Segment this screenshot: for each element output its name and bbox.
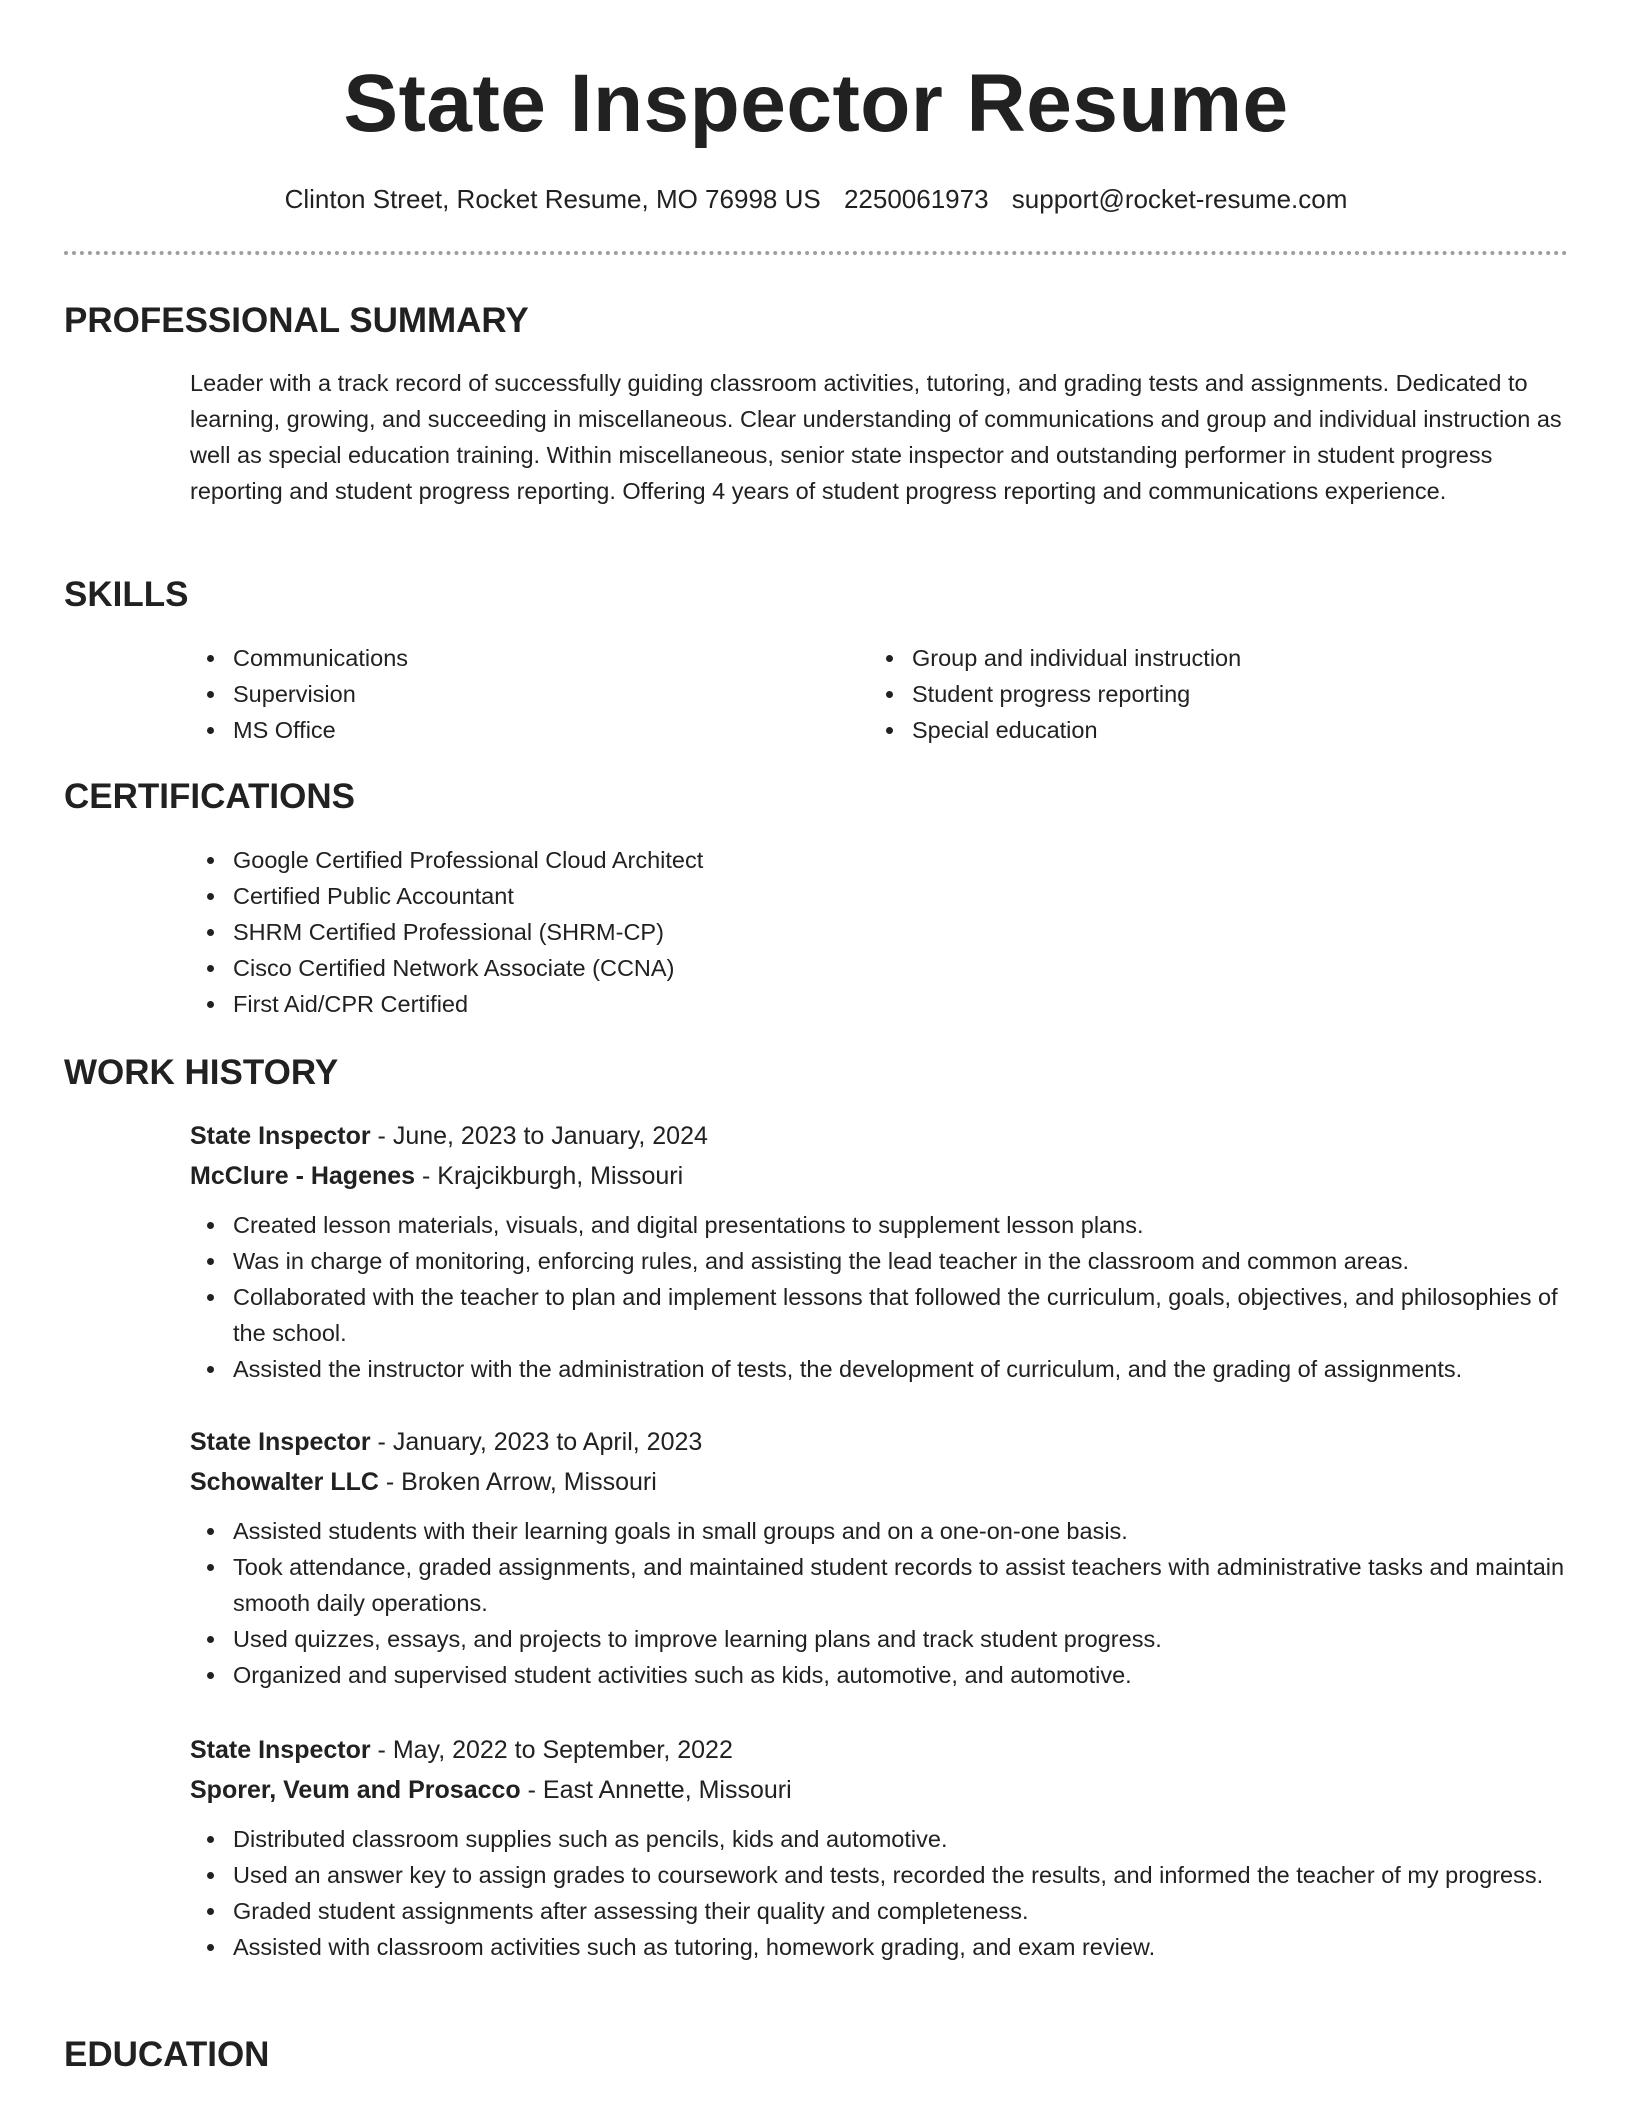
job-title: State Inspector	[190, 1122, 371, 1150]
job-bullet: Was in charge of monitoring, enforcing rules, and assisting the lead teacher in the classroom and common areas.	[190, 1243, 1568, 1279]
certification-item: Cisco Certified Network Associate (CCNA)	[190, 950, 1390, 986]
job-bullet: Created lesson materials, visuals, and digital presentations to supplement lesson plans.	[190, 1207, 1568, 1243]
resume-title: State Inspector Resume	[343, 58, 1289, 149]
job-company: Sporer, Veum and Prosacco	[190, 1776, 521, 1804]
job-bullet: Collaborated with the teacher to plan and implement lessons that followed the curriculum, goals, objectives, and philosophies of the school.	[190, 1279, 1568, 1351]
job-bullet: Organized and supervised student activities such as kids, automotive, and automotive.	[190, 1657, 1568, 1693]
job-company-line	[190, 1462, 1568, 1502]
job-entry	[190, 1422, 1568, 1693]
job-location: - Krajcikburgh, Missouri	[415, 1162, 684, 1190]
job-title: State Inspector	[190, 1736, 371, 1764]
skill-item: Student progress reporting	[869, 676, 1549, 712]
certification-item: First Aid/CPR Certified	[190, 986, 1390, 1022]
certification-item: SHRM Certified Professional (SHRM-CP)	[190, 914, 1390, 950]
job-dates: - January, 2023 to April, 2023	[370, 1428, 703, 1456]
job-location: - East Annette, Missouri	[520, 1776, 792, 1804]
job-bullet: Assisted the instructor with the administration of tests, the development of curriculum, and the grading of assignments.	[190, 1351, 1568, 1387]
summary-heading: PROFESSIONAL SUMMARY	[64, 301, 529, 340]
contact-address: Clinton Street, Rocket Resume, MO 76998 US	[284, 184, 821, 214]
job-dates: - May, 2022 to September, 2022	[370, 1736, 733, 1764]
contact-line	[0, 182, 1632, 216]
skills-heading: SKILLS	[64, 575, 189, 614]
job-bullet: Distributed classroom supplies such as pencils, kids and automotive.	[190, 1821, 1568, 1857]
job-bullets	[190, 1513, 1568, 1693]
certification-item: Certified Public Accountant	[190, 878, 1390, 914]
header-divider	[64, 251, 1568, 255]
job-bullet: Graded student assignments after assessing their quality and completeness.	[190, 1893, 1568, 1929]
job-company: McClure - Hagenes	[190, 1162, 416, 1190]
job-title-line	[190, 1422, 1568, 1462]
skill-item: Communications	[190, 640, 790, 676]
job-bullet: Assisted with classroom activities such as tutoring, homework grading, and exam review.	[190, 1929, 1568, 1965]
job-bullet: Took attendance, graded assignments, and maintained student records to assist teachers with administrative tasks and maintain smooth daily operations.	[190, 1549, 1568, 1621]
job-location: - Broken Arrow, Missouri	[378, 1468, 657, 1496]
job-entry	[190, 1730, 1568, 1965]
job-entry	[190, 1116, 1568, 1387]
job-title-line	[190, 1730, 1568, 1770]
certifications-list	[190, 842, 1390, 1022]
skill-item: Group and individual instruction	[869, 640, 1549, 676]
skills-list-right	[869, 640, 1549, 748]
skill-item: Supervision	[190, 676, 790, 712]
job-company-line	[190, 1770, 1568, 1810]
job-title-line	[190, 1116, 1568, 1156]
job-dates: - June, 2023 to January, 2024	[370, 1122, 708, 1150]
skill-item: Special education	[869, 712, 1549, 748]
summary-text: Leader with a track record of successfully guiding classroom activities, tutoring, and grading tests and assignments. Dedicated to learning, growing, and succeeding in miscellaneous. Clear understanding of communications and group and individual instruction as well as special education training. Within miscellaneous, senior state inspector and outstanding performer in student progress reporting and student progress reporting. Offering 4 years of student progress reporting and communications experience.	[190, 370, 1562, 504]
job-title: State Inspector	[190, 1428, 371, 1456]
skill-item: MS Office	[190, 712, 790, 748]
contact-email: support@rocket-resume.com	[1011, 184, 1348, 214]
skills-list-left	[190, 640, 790, 748]
job-company: Schowalter LLC	[190, 1468, 379, 1496]
job-bullets	[190, 1821, 1568, 1965]
job-bullets	[190, 1207, 1568, 1387]
work-history-heading: WORK HISTORY	[64, 1053, 339, 1092]
education-heading: EDUCATION	[64, 2035, 270, 2074]
job-bullet: Used an answer key to assign grades to coursework and tests, recorded the results, and informed the teacher of my progress.	[190, 1857, 1568, 1893]
job-bullet: Used quizzes, essays, and projects to improve learning plans and track student progress.	[190, 1621, 1568, 1657]
job-company-line	[190, 1156, 1568, 1196]
certifications-heading: CERTIFICATIONS	[64, 777, 356, 816]
certification-item: Google Certified Professional Cloud Architect	[190, 842, 1390, 878]
job-bullet: Assisted students with their learning goals in small groups and on a one-on-one basis.	[190, 1513, 1568, 1549]
contact-phone: 2250061973	[843, 184, 989, 214]
